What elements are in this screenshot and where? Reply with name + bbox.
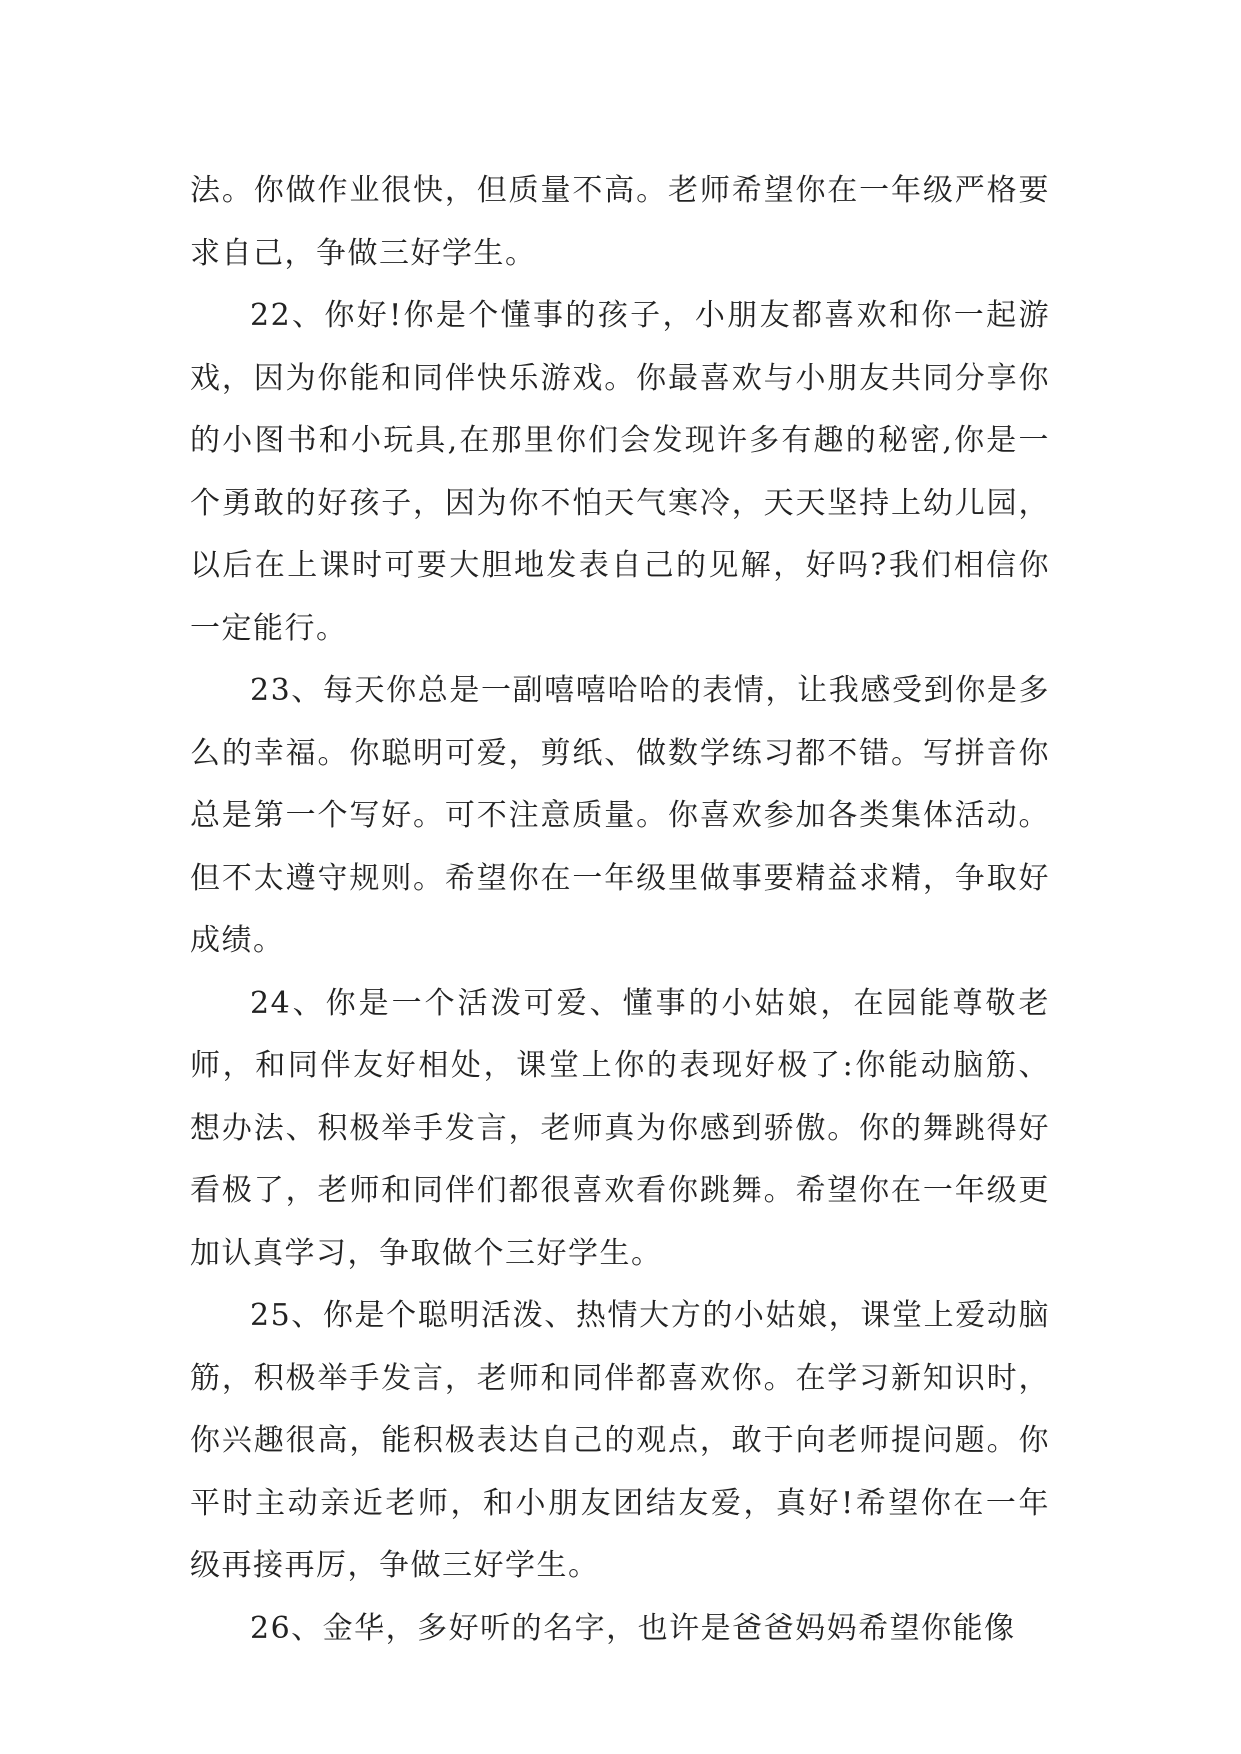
- paragraph-item-26: 26、金华，多好听的名字，也许是爸爸妈妈希望你能像: [250, 1610, 1016, 1646]
- paragraph-item-22: 22、你好!你是个懂事的孩子，小朋友都喜欢和你一起游戏，因为你能和同伴快乐游戏。你最喜欢与小朋友共同分享你的小图书和小玩具,在那里你们会发现许多有趣的秘密,你是一个勇敢的好孩子，因为你不怕天气寒冷，天天坚持上幼儿园，以后在上课时可要大胆地发表自己的见解，好吗?我们相信你一定能行。: [190, 298, 1050, 646]
- document-body: [190, 160, 1050, 1660]
- paragraph-item-23: 23、每天你总是一副嘻嘻哈哈的表情，让我感受到你是多么的幸福。你聪明可爱，剪纸、做数学练习都不错。写拼音你总是第一个写好。可不注意质量。你喜欢参加各类集体活动。但不太遵守规则。希望你在一年级里做事要精益求精，争取好成绩。: [190, 673, 1050, 958]
- paragraph-item-25: 25、你是个聪明活泼、热情大方的小姑娘，课堂上爱动脑筋，积极举手发言，老师和同伴都喜欢你。在学习新知识时，你兴趣很高，能积极表达自己的观点，敢于向老师提问题。你平时主动亲近老师，和小朋友团结友爱，真好!希望你在一年级再接再厉，争做三好学生。: [190, 1298, 1050, 1583]
- paragraph-continuation: 法。你做作业很快，但质量不高。老师希望你在一年级严格要求自己，争做三好学生。: [190, 173, 1050, 271]
- paragraph-item-24: 24、你是一个活泼可爱、懂事的小姑娘，在园能尊敬老师，和同伴友好相处，课堂上你的表现好极了:你能动脑筋、想办法、积极举手发言，老师真为你感到骄傲。你的舞跳得好看极了，老师和同伴们都很喜欢看你跳舞。希望你在一年级更加认真学习，争取做个三好学生。: [190, 985, 1050, 1271]
